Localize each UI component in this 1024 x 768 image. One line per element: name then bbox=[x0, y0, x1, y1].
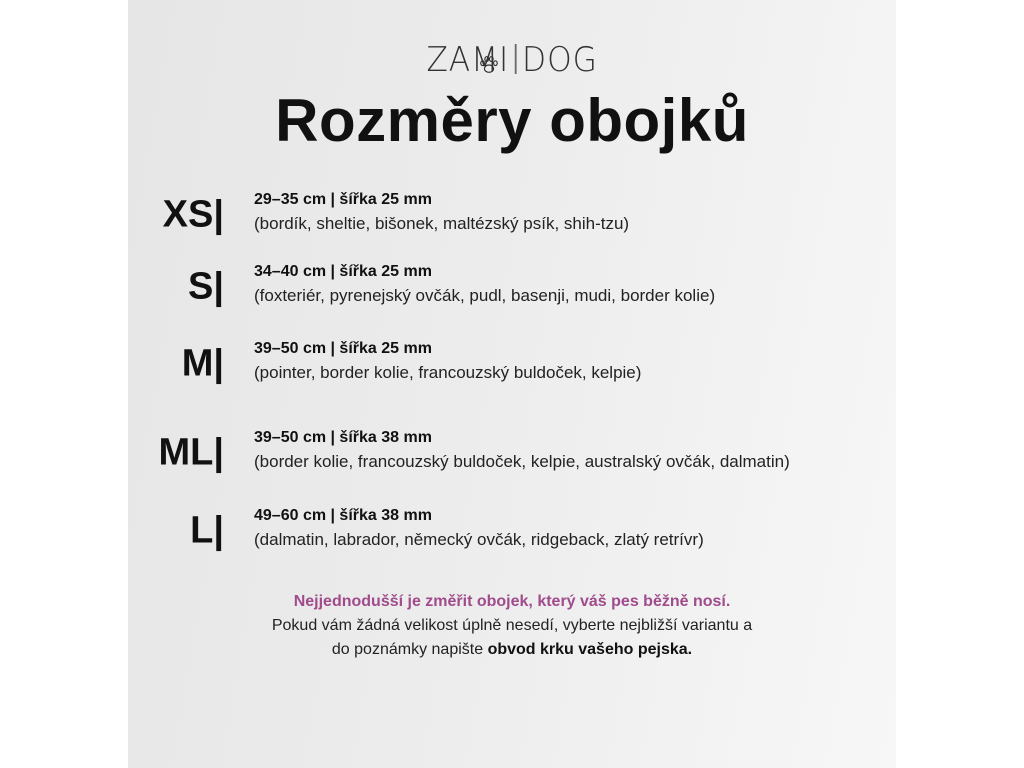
size-chart-panel bbox=[128, 0, 896, 768]
size-label: XS| bbox=[162, 193, 224, 236]
note-line-2: Pokud vám žádná velikost úplně nesedí, vyberte nejbližší variantu a bbox=[271, 617, 753, 634]
note-line-3-prefix: do poznámky napište bbox=[331, 641, 488, 658]
size-label: M| bbox=[181, 342, 224, 385]
logo-text-right: DOG bbox=[521, 40, 598, 80]
size-breeds: (border kolie, francouzský buldoček, kelpie, australský ovčák, dalmatin) bbox=[254, 452, 790, 471]
size-breeds: (pointer, border kolie, francouzský buldoček, kelpie) bbox=[254, 363, 642, 382]
note-line-3-bold: obvod krku vašeho pejska. bbox=[487, 641, 693, 658]
brand-logo bbox=[128, 40, 896, 90]
size-row-xs bbox=[128, 187, 896, 243]
logo-wordmark bbox=[426, 40, 597, 80]
size-breeds: (dalmatin, labrador, německý ovčák, ridgeback, zlatý retrívr) bbox=[254, 530, 704, 549]
note-line-3 bbox=[128, 638, 896, 662]
size-row-l bbox=[128, 503, 896, 559]
size-breeds: (foxteriér, pyrenejský ovčák, pudl, basenji, mudi, border kolie) bbox=[254, 286, 716, 305]
size-measure: 39–50 cm | šířka 25 mm bbox=[254, 340, 432, 357]
page-title: Rozměry obojků bbox=[275, 87, 749, 154]
size-breeds: (bordík, sheltie, bišonek, maltézský psík, shih-tzu) bbox=[254, 214, 630, 233]
note-highlight: Nejjednodušší je změřit obojek, který váš pes běžně nosí. bbox=[293, 593, 731, 610]
size-row-m bbox=[128, 336, 896, 392]
measuring-note bbox=[128, 590, 896, 662]
paw-icon bbox=[478, 54, 500, 76]
size-row-s bbox=[128, 259, 896, 315]
size-measure: 39–50 cm | šířka 38 mm bbox=[254, 429, 432, 446]
size-measure: 49–60 cm | šířka 38 mm bbox=[254, 507, 432, 524]
size-label: S| bbox=[188, 265, 224, 308]
size-label: L| bbox=[190, 509, 224, 552]
size-label: ML| bbox=[158, 431, 224, 474]
size-row-ml bbox=[128, 425, 896, 481]
logo-separator bbox=[515, 44, 517, 74]
logo-text-left: ZAMI bbox=[426, 40, 510, 80]
size-measure: 29–35 cm | šířka 25 mm bbox=[254, 191, 432, 208]
size-measure: 34–40 cm | šířka 25 mm bbox=[254, 263, 432, 280]
